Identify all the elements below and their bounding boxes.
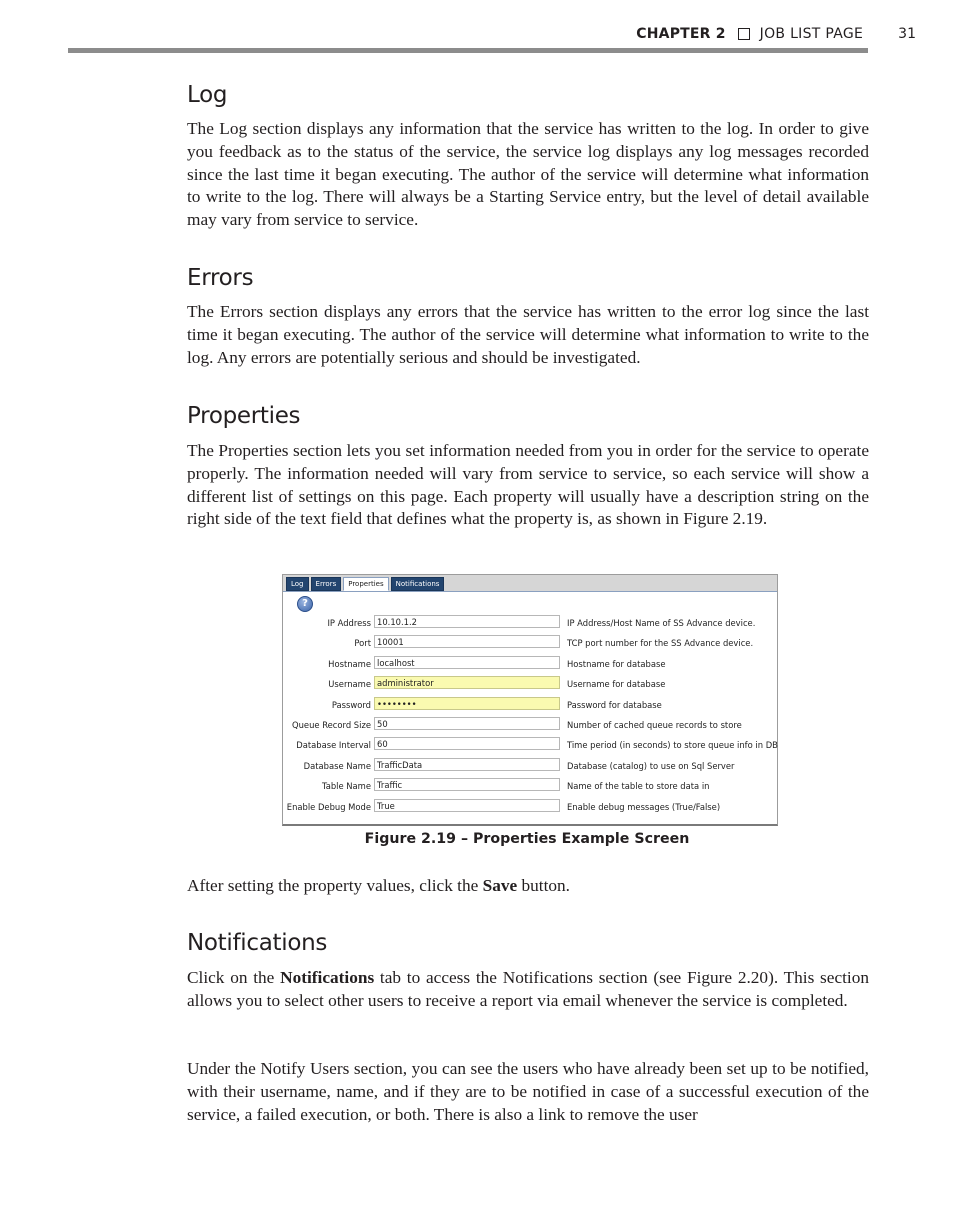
square-separator-icon xyxy=(738,28,750,40)
notifications-heading: Notifications xyxy=(187,930,328,956)
save-term: Save xyxy=(482,876,518,895)
after-figure-text-end: button. xyxy=(517,876,570,895)
figure-caption: Figure 2.19 – Properties Example Screen xyxy=(364,831,690,847)
property-input[interactable]: TrafficData xyxy=(374,758,560,771)
property-description: IP Address/Host Name of SS Advance device. xyxy=(567,618,756,628)
property-description: Number of cached queue records to store xyxy=(567,720,742,730)
property-label: Password xyxy=(331,699,371,710)
property-row xyxy=(283,778,777,794)
property-description: Name of the table to store data in xyxy=(567,781,710,792)
property-label: Table Name xyxy=(321,781,371,792)
property-input[interactable]: 10001 xyxy=(374,635,560,648)
property-row xyxy=(283,656,777,672)
property-description: TCP port number for the SS Advance device. xyxy=(567,638,754,649)
property-input[interactable]: 60 xyxy=(374,737,560,750)
property-description: Database (catalog) to use on Sql Server xyxy=(567,760,735,771)
property-label: Username xyxy=(328,679,371,690)
tab-notifications[interactable]: Notifications xyxy=(391,577,445,591)
property-label: Hostname xyxy=(328,658,371,669)
property-label: IP Address xyxy=(327,618,371,628)
property-input[interactable]: Traffic xyxy=(374,778,560,791)
tab-log[interactable]: Log xyxy=(286,577,309,591)
property-row xyxy=(283,717,777,733)
property-description: Username for database xyxy=(567,679,666,690)
properties-screenshot xyxy=(282,574,778,826)
property-description: Password for database xyxy=(567,699,662,710)
property-description: Enable debug messages (True/False) xyxy=(567,801,721,812)
log-paragraph: The Log section displays any information that the service has written to the log. In order to give you feedback as to the status of the service, the service log displays any log messages recorded since the last time it began executing. The author of the service will determine what information to write to the log. There will always be a Starting Service entry, but the level of detail available may vary from service to service. xyxy=(187,119,869,230)
property-row xyxy=(283,697,777,713)
tab-bar xyxy=(283,575,777,592)
property-row xyxy=(283,615,777,631)
errors-heading: Errors xyxy=(187,265,254,291)
property-input[interactable]: administrator xyxy=(374,676,560,689)
property-label: Port xyxy=(354,638,371,649)
errors-paragraph: The Errors section displays any errors that the service has written to the error log since the last time it began executing. The author of the service will determine what information to write to the log. Any errors are potentially serious and should be investigated. xyxy=(187,302,869,367)
property-label: Queue Record Size xyxy=(292,720,371,730)
property-description: Time period (in seconds) to store queue info in DB xyxy=(567,740,778,751)
notifications-term: Notifications xyxy=(280,968,375,987)
after-figure-paragraph xyxy=(187,875,869,898)
property-input[interactable]: localhost xyxy=(374,656,560,669)
header-rule xyxy=(68,48,868,53)
property-label: Database Interval xyxy=(296,740,371,751)
property-row xyxy=(283,737,777,753)
notifications-text: Click on the xyxy=(187,968,281,987)
notifications-paragraph-1 xyxy=(187,967,869,1013)
running-head xyxy=(636,26,916,42)
property-description: Hostname for database xyxy=(567,658,666,669)
property-label: Database Name xyxy=(303,760,371,771)
property-input[interactable]: 10.10.1.2 xyxy=(374,615,560,628)
property-input[interactable]: 50 xyxy=(374,717,560,730)
properties-heading: Properties xyxy=(187,403,301,429)
tab-properties[interactable]: Properties xyxy=(343,577,388,591)
property-row xyxy=(283,758,777,774)
section-title: JOB LIST PAGE xyxy=(759,26,864,42)
tab-errors[interactable]: Errors xyxy=(311,577,342,591)
chapter-label: CHAPTER 2 xyxy=(636,26,726,42)
property-input[interactable]: True xyxy=(374,799,560,812)
property-row xyxy=(283,799,777,815)
property-input[interactable]: •••••••• xyxy=(374,697,560,710)
help-icon[interactable]: ? xyxy=(297,596,313,612)
notifications-text-end: tab to access the Notifications section (see Figure 2.20). This section allows you to select other users to receive a report via email whenever the service is completed. xyxy=(187,968,870,1010)
property-row xyxy=(283,635,777,651)
page-number: 31 xyxy=(898,26,916,42)
after-figure-text: After setting the property values, click the xyxy=(187,876,483,895)
properties-paragraph: The Properties section lets you set information needed from you in order for the service to operate properly. The information needed will vary from service to service, so each service will show a different list of settings on this page. Each property will usually have a description string on the right side of the text field that defines what the property is, as shown in Figure 2.19. xyxy=(187,441,869,529)
log-heading: Log xyxy=(187,82,228,108)
notifications-paragraph-2: Under the Notify Users section, you can see the users who have already been set up to be notified, with their username, name, and if they are to be notified in case of a successful execution of the service, a failed execution, or both. There is also a link to remove the user xyxy=(187,1059,869,1124)
property-row xyxy=(283,676,777,692)
property-label: Enable Debug Mode xyxy=(286,801,371,812)
